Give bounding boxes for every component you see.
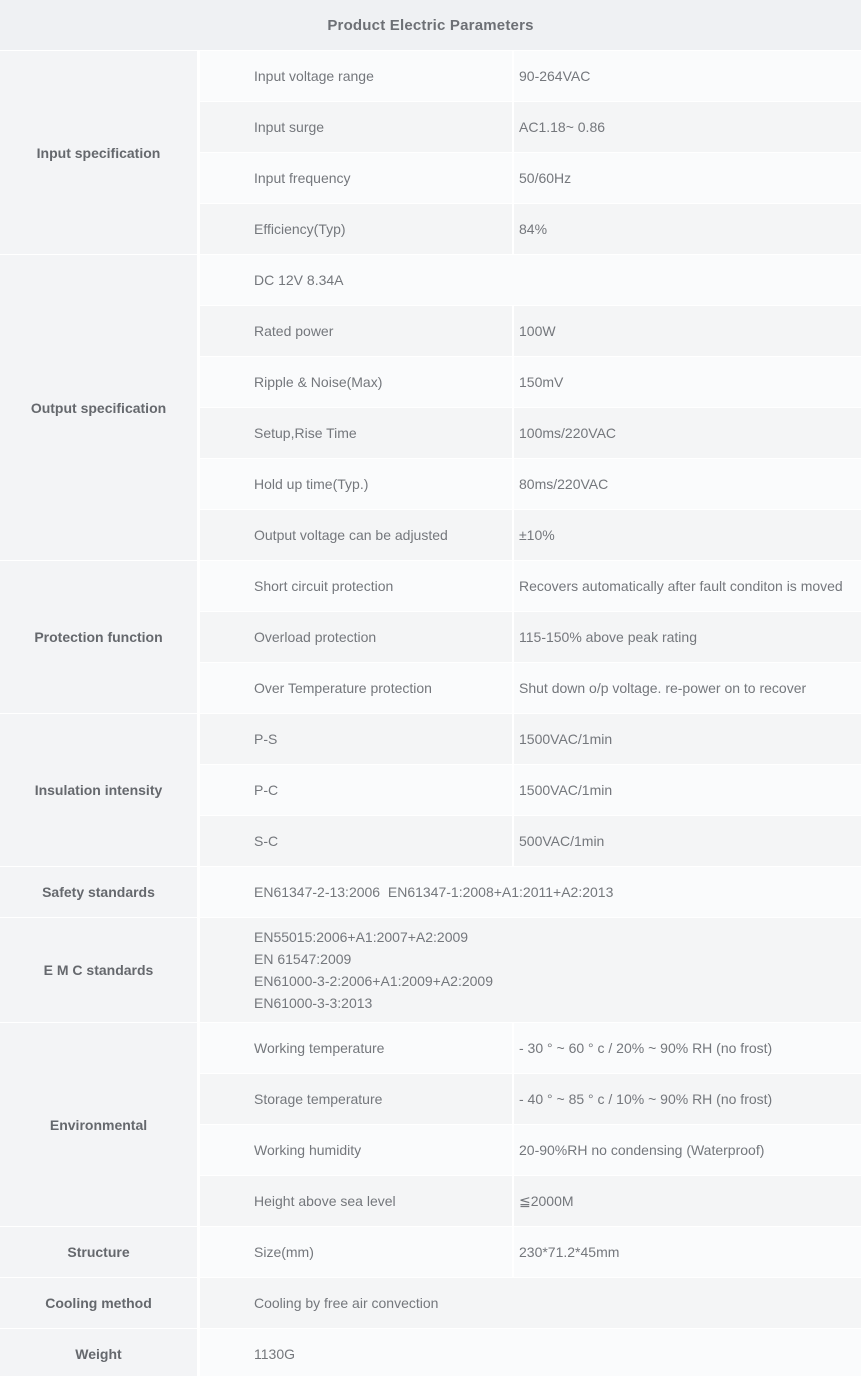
param-label: Working temperature [200,1023,512,1073]
section-rows [200,1023,861,1226]
param-label: 1130G [200,1329,861,1376]
param-value: - 30 ° ~ 60 ° c / 20% ~ 90% RH (no frost) [514,1023,861,1073]
spec-row [200,459,861,509]
spec-row [200,153,861,203]
param-value: 230*71.2*45mm [514,1227,861,1277]
param-value: 500VAC/1min [514,816,861,866]
sections-container [0,51,861,1376]
param-label: Over Temperature protection [200,663,512,713]
category-cell: Input specification [0,51,197,254]
param-label: Cooling by free air convection [200,1278,861,1328]
standards-line: EN61000-3-2:2006+A1:2009+A2:2009 [254,973,493,989]
param-label: EN61347-2-13:2006 EN61347-1:2008+A1:2011+A2:2013 [200,867,861,917]
param-value: 100W [514,306,861,356]
standards-line: EN55015:2006+A1:2007+A2:2009 [254,929,469,945]
spec-section [0,1227,861,1277]
spec-row [200,1329,861,1376]
param-value: ≦2000M [514,1176,861,1226]
param-label: Efficiency(Typ) [200,204,512,254]
standards-list [200,918,861,1022]
section-rows [200,714,861,866]
spec-row [200,51,861,101]
spec-row [200,306,861,356]
category-cell: Output specification [0,255,197,560]
section-rows [200,1329,861,1376]
spec-section [0,867,861,917]
spec-row [200,765,861,815]
category-cell: Weight [0,1329,197,1376]
spec-section [0,561,861,713]
spec-section [0,1023,861,1226]
standards-line: EN 61547:2009 [254,951,352,967]
standards-line: EN61000-3-3:2013 [254,995,373,1011]
spec-section [0,1329,861,1376]
section-rows [200,255,861,560]
param-label: Storage temperature [200,1074,512,1124]
page-title: Product Electric Parameters [0,0,861,50]
param-value: 50/60Hz [514,153,861,203]
spec-row [200,918,861,1022]
spec-row [200,1278,861,1328]
category-cell: Insulation intensity [0,714,197,866]
spec-row [200,1227,861,1277]
spec-section [0,255,861,560]
spec-section [0,714,861,866]
param-label: Size(mm) [200,1227,512,1277]
section-rows [200,561,861,713]
param-value: 115-150% above peak rating [514,612,861,662]
spec-row [200,714,861,764]
param-label: Input frequency [200,153,512,203]
param-label: Short circuit protection [200,561,512,611]
param-value: ±10% [514,510,861,560]
section-rows [200,918,861,1022]
spec-row [200,561,861,611]
spec-section [0,1278,861,1328]
param-value: 80ms/220VAC [514,459,861,509]
param-label: P-S [200,714,512,764]
category-cell: Cooling method [0,1278,197,1328]
category-cell: Protection function [0,561,197,713]
category-cell: Structure [0,1227,197,1277]
param-label: Ripple & Noise(Max) [200,357,512,407]
spec-row [200,1074,861,1124]
param-value: 1500VAC/1min [514,765,861,815]
section-rows [200,1278,861,1328]
param-label: Height above sea level [200,1176,512,1226]
spec-section [0,918,861,1022]
param-label: Input voltage range [200,51,512,101]
param-label: Setup,Rise Time [200,408,512,458]
spec-row [200,204,861,254]
param-value: Shut down o/p voltage. re-power on to recover [514,663,861,713]
spec-row [200,255,861,305]
spec-row [200,1125,861,1175]
category-cell: Safety standards [0,867,197,917]
param-label: Input surge [200,102,512,152]
spec-row [200,612,861,662]
param-value: 150mV [514,357,861,407]
param-label: S-C [200,816,512,866]
section-rows [200,1227,861,1277]
param-label: Hold up time(Typ.) [200,459,512,509]
section-rows [200,51,861,254]
param-label: DC 12V 8.34A [200,255,861,305]
param-value: Recovers automatically after fault conditon is moved [514,561,861,611]
param-label: P-C [200,765,512,815]
spec-row [200,510,861,560]
param-value: - 40 ° ~ 85 ° c / 10% ~ 90% RH (no frost) [514,1074,861,1124]
param-value: 20-90%RH no condensing (Waterproof) [514,1125,861,1175]
param-label: Overload protection [200,612,512,662]
spec-row [200,816,861,866]
param-value: AC1.18~ 0.86 [514,102,861,152]
category-cell: E M C standards [0,918,197,1022]
param-label: Rated power [200,306,512,356]
param-value: 1500VAC/1min [514,714,861,764]
spec-row [200,1023,861,1073]
spec-row [200,102,861,152]
param-value: 90-264VAC [514,51,861,101]
spec-row [200,1176,861,1226]
spec-section [0,51,861,254]
spec-row [200,663,861,713]
section-rows [200,867,861,917]
param-label: Output voltage can be adjusted [200,510,512,560]
spec-row [200,357,861,407]
category-cell: Environmental [0,1023,197,1226]
spec-row [200,867,861,917]
param-value: 84% [514,204,861,254]
spec-row [200,408,861,458]
param-value: 100ms/220VAC [514,408,861,458]
param-label: Working humidity [200,1125,512,1175]
